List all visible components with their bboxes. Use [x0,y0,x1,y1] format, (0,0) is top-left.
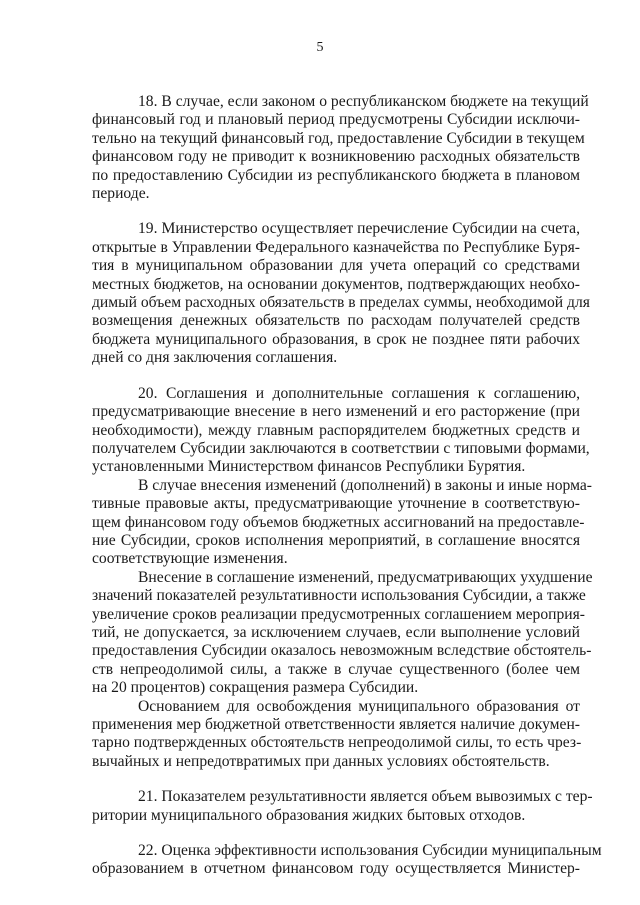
text-line: ние Субсидии, сроков исполнения мероприятий, в соглашение вносятся [92,531,580,549]
paragraph-20 [92,384,590,477]
text-line: необходимости), между главным распорядителем бюджетных средств и [92,421,580,439]
text-line: 21. Показателем результативности является объем вывозимых с тер- [138,788,593,806]
text-line: предусматривающие внесение в него изменений и его расторжение (при [92,403,580,421]
text-line: Внесение в соглашение изменений, предусматривающих ухудшение [138,568,593,586]
text-line: вычайных и непредотвратимых при данных условиях обстоятельств. [92,752,550,770]
text-line: на 20 процентов) сокращения размера Субсидии. [92,679,419,697]
text-line: ств непреодолимой силы, а также в случае существенного (более чем [92,660,580,678]
text-line: финансовый год и плановый период предусмотрены Субсидии исключи- [92,111,580,129]
text-line: тия в муниципальном образовании для учета операций со средствами [92,257,580,275]
text-line: димый объем расходных обязательств в пределах суммы, необходимой для [92,294,590,312]
text-line: предоставления Субсидии оказалось невозможным вследствие обстоятель- [92,642,592,660]
text-line: дней со дня заключения соглашения. [92,349,338,367]
text-line: установленными Министерством финансов Республики Бурятия. [92,458,526,476]
text-line: 18. В случае, если законом о республиканском бюджете на текущий [138,93,589,110]
text-line: местных бюджетов, на основании документов, подтверждающих необхо- [92,275,580,293]
paragraph-19 [92,220,590,367]
paragraph-20-restrictions [92,568,593,698]
text-line: щем финансовом году объемов бюджетных ассигнований на предоставле- [92,513,585,531]
text-line: бюджета муниципального образования, в срок не позднее пяти рабочих [92,330,580,348]
document-body [92,93,602,879]
text-line: тивные правовые акты, предусматривающие уточнение в соответствую- [92,495,580,513]
paragraph-22 [92,842,602,879]
text-line: периоде. [92,185,150,203]
text-line: 20. Соглашения и дополнительные соглашения к соглашению, [138,384,580,402]
paragraph-21 [92,788,593,825]
text-line: увеличение сроков реализации предусмотренных соглашением мероприя- [92,605,585,623]
paragraph-18 [92,93,589,203]
paragraph-20-exemption [92,698,580,772]
text-line: тельно на текущий финансовый год, предоставление Субсидии в текущем [92,129,585,147]
text-line: соответствующие изменения. [92,550,288,568]
text-line: В случае внесения изменений (дополнений) в законы и иные норма- [138,476,592,494]
text-line: 19. Министерство осуществляет перечисление Субсидии на счета, [138,220,580,238]
text-line: по предоставлению Субсидии из республиканского бюджета в плановом [92,166,580,184]
text-line: получателем Субсидии заключаются в соответствии с типовыми формами, [92,439,590,457]
text-line: ритории муниципального образования жидких бытовых отходов. [92,806,526,824]
text-line: тарно подтвержденных обстоятельств непреодолимой силы, то есть чрез- [92,734,582,752]
page-number: 5 [316,40,324,55]
paragraph-20-amendments [92,476,592,569]
text-line: финансовом году не приводит к возникновению расходных обязательств [92,148,580,166]
text-line: Основанием для освобождения муниципального образования от [138,697,580,715]
text-line: значений показателей результативности использования Субсидии, а также [92,587,586,605]
text-line: 22. Оценка эффективности использования Субсидии муниципальным [138,842,602,860]
text-line: применения мер бюджетной ответственности является наличие докумен- [92,716,580,733]
text-line: тий, не допускается, за исключением случаев, если выполнение условий [92,623,580,641]
text-line: открытые в Управлении Федерального казначейства по Республике Буря- [92,238,580,256]
text-line: возмещения денежных обязательств по расходам получателей средств [92,312,580,330]
text-line: образованием в отчетном финансовом году осуществляется Министер- [92,860,580,878]
